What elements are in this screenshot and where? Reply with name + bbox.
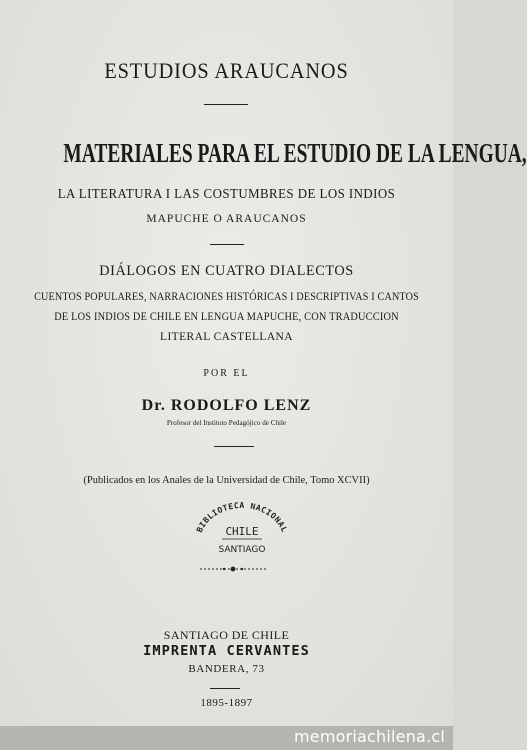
description-line: CUENTOS POPULARES, NARRACIONES HISTÓRICAS I DESCRIPTIVAS I CANTOS (34, 291, 419, 303)
by-label: POR EL (203, 368, 250, 379)
people-name: MAPUCHE O ARAUCANOS (146, 213, 307, 225)
description-line: DE LOS INDIOS DE CHILE EN LENGUA MAPUCHE, CON TRADUCCION (54, 311, 399, 323)
book-subtitle: MATERIALES PARA EL ESTUDIO DE LA LENGUA, (63, 138, 527, 168)
divider-rule (214, 446, 254, 447)
book-series-title: ESTUDIOS ARAUCANOS (104, 58, 349, 83)
ornament-divider (198, 565, 268, 573)
printer-address: BANDERA, 73 (188, 663, 265, 675)
imprint-city: SANTIAGO DE CHILE (163, 628, 290, 642)
stamp-country: CHILE (225, 525, 259, 538)
stamp-city: SANTIAGO (218, 545, 266, 555)
watermark-bar (0, 726, 453, 750)
library-stamp (182, 490, 302, 565)
watermark-text: memoriachilena.cl (294, 727, 445, 746)
subtitle-continuation: LA LITERATURA I LAS COSTUMBRES DE LOS INDIOS (57, 187, 396, 202)
description-line: LITERAL CASTELLANA (160, 331, 293, 343)
stamp-arc-text: BIBLIOTECA NACIONAL (194, 501, 290, 534)
divider-rule (210, 244, 244, 245)
publication-years: 1895-1897 (200, 697, 253, 709)
dialogs-heading: DIÁLOGOS EN CUATRO DIALECTOS (99, 263, 354, 279)
divider-rule (204, 104, 248, 105)
author-name: Dr. RODOLFO LENZ (141, 397, 312, 414)
divider-rule (210, 688, 240, 689)
author-role: Profesor del Instituto Pedagójico de Chile (166, 418, 287, 427)
printer-name: IMPRENTA CERVANTES (143, 644, 310, 659)
publication-note: (Publicados en los Anales de la Universidad de Chile, Tomo XCVII) (83, 474, 370, 486)
